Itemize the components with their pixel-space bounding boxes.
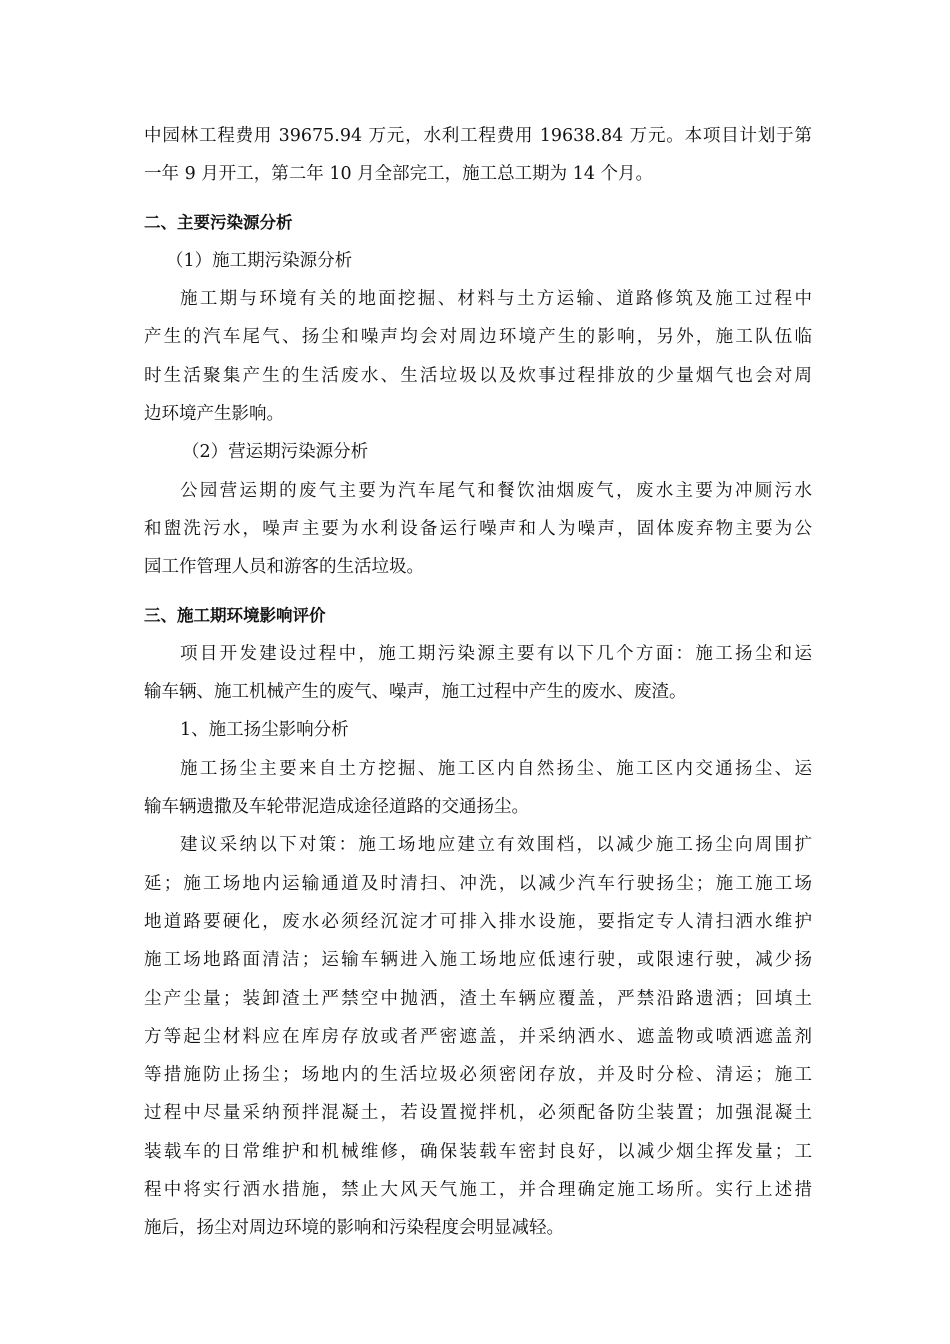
paragraph-cost-summary: [144, 117, 812, 194]
document-page: [144, 117, 812, 1248]
text-line: 一年 9 月开工，第二年 10 月全部完工，施工总工期为 14 个月。: [144, 164, 654, 185]
text-line: 建议采纳以下对策：施工场地应建立有效围档，以减少施工扬尘向周围扩: [180, 835, 812, 856]
text-line: 边环境产生影响。: [144, 404, 284, 425]
paragraph-construction-impact-intro: [144, 635, 812, 712]
text-line: 地道路要硬化，废水必须经沉淀才可排入排水设施，要指定专人清扫洒水维护: [144, 911, 812, 932]
text-line: 时生活聚集产生的生活废水、生活垃圾以及炊事过程排放的少量烟气也会对周: [144, 365, 812, 386]
text-line: 过程中尽量采纳预拌混凝土，若设置搅拌机，必须配备防尘装置；加强混凝土: [144, 1103, 812, 1124]
text-line: 等措施防止扬尘；场地内的生活垃圾必须密闭存放，并及时分检、清运；施工: [144, 1065, 812, 1086]
text-line: 和盥洗污水，噪声主要为水利设备运行噪声和人为噪声，固体废弃物主要为公: [144, 518, 812, 539]
subheading-construction-pollution: （1）施工期污染源分析: [166, 250, 353, 271]
text-line: 中园林工程费用 39675.94 万元，水利工程费用 19638.84 万元。本项目计划于第: [144, 126, 812, 146]
paragraph-dust-measures: [144, 826, 812, 1247]
subheading-dust-analysis: 1、施工扬尘影响分析: [180, 720, 349, 741]
text-line: 输车辆遗撒及车轮带泥造成途径道路的交通扬尘。: [144, 797, 529, 818]
text-line: 项目开发建设过程中，施工期污染源主要有以下几个方面：施工扬尘和运: [180, 643, 812, 664]
text-line: 施工期与环境有关的地面挖掘、材料与土方运输、道路修筑及施工过程中: [180, 289, 812, 310]
text-line: 施后，扬尘对周边环境的影响和污染程度会明显减轻。: [144, 1218, 564, 1239]
text-line: 施工场地路面清洁；运输车辆进入施工场地应低速行驶，或限速行驶，减少扬: [144, 950, 812, 971]
paragraph-construction-pollution: [144, 280, 812, 433]
subheading-operation-pollution: （2）营运期污染源分析: [182, 442, 369, 463]
text-line: 装载车的日常维护和机械维修，确保装载车密封良好，以减少烟尘挥发量；工: [144, 1141, 812, 1162]
text-line: 延；施工场地内运输通道及时清扫、冲洗，以减少汽车行驶扬尘；施工施工场: [144, 873, 812, 894]
text-line: 公园营运期的废气主要为汽车尾气和餐饮油烟废气，废水主要为冲厕污水: [180, 480, 812, 501]
text-line: 尘产尘量；装卸渣土严禁空中抛洒，渣土车辆应覆盖，严禁沿路遗洒；回填土: [144, 988, 812, 1009]
paragraph-operation-pollution: [144, 472, 812, 587]
text-line: 方等起尘材料应在库房存放或者严密遮盖，并采纳洒水、遮盖物或喷洒遮盖剂: [144, 1026, 812, 1047]
section-heading-pollution-sources: 二、主要污染源分析: [144, 212, 293, 232]
text-line: 输车辆、施工机械产生的废气、噪声，施工过程中产生的废水、废渣。: [144, 682, 687, 703]
section-heading-construction-impact: 三、施工期环境影响评价: [144, 605, 326, 625]
text-line: 施工扬尘主要来自土方挖掘、施工区内自然扬尘、施工区内交通扬尘、运: [180, 758, 812, 779]
text-line: 程中将实行洒水措施，禁止大风天气施工，并合理确定施工场所。实行上述措: [144, 1180, 812, 1201]
paragraph-dust-sources: [144, 750, 812, 827]
text-line: 园工作管理人员和游客的生活垃圾。: [144, 557, 424, 578]
text-line: 产生的汽车尾气、扬尘和噪声均会对周边环境产生的影响，另外，施工队伍临: [144, 327, 812, 348]
